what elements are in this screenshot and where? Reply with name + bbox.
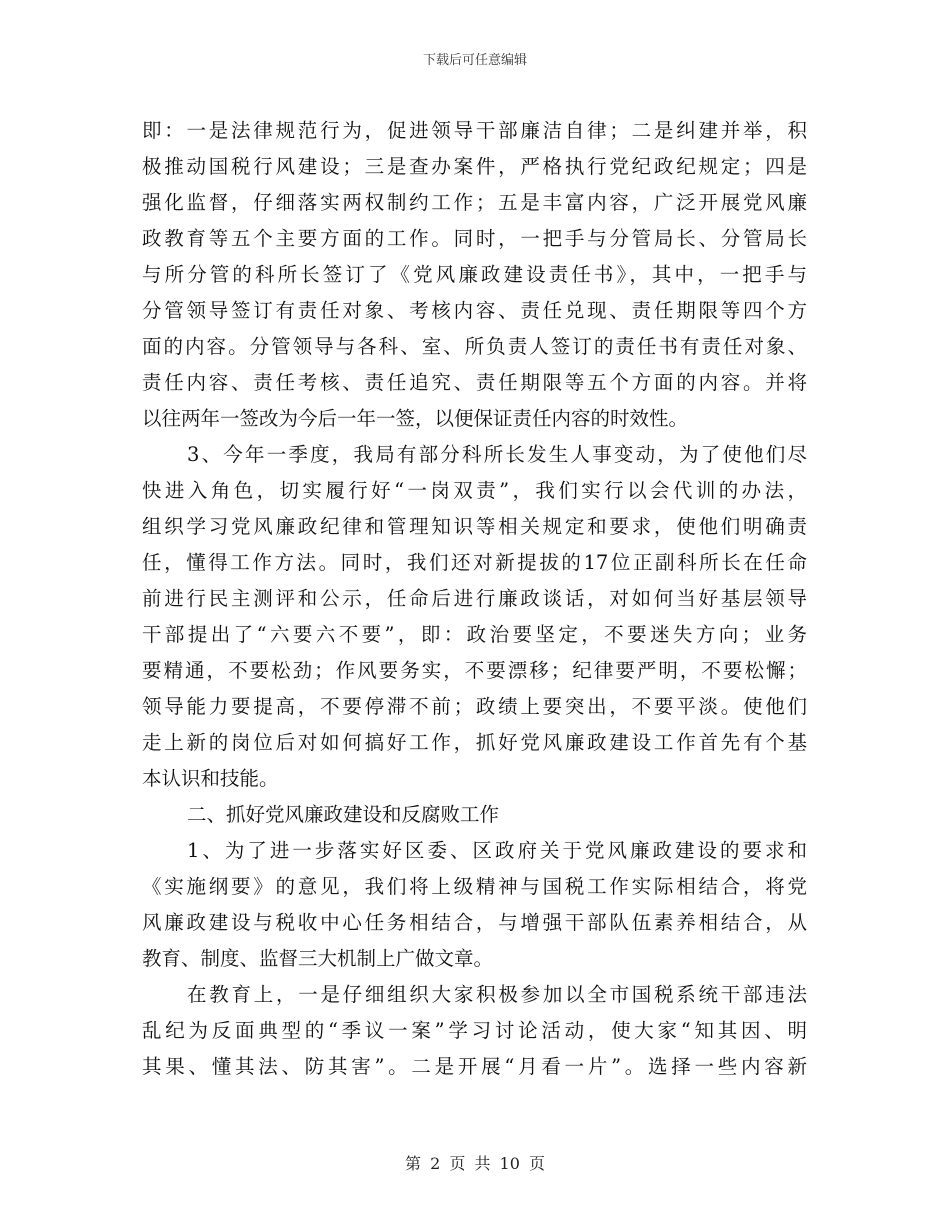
- body-line: 走上新的岗位后对如何搞好工作，抓好党风廉政建设工作首先有个基: [142, 731, 807, 754]
- body-line: 政教育等五个主要方面的工作。同时，一把手与分管局长、分管局长: [142, 227, 807, 250]
- body-line: 即：一是法律规范行为，促进领导干部廉洁自律；二是纠建并举，积: [142, 119, 807, 142]
- body-line: 分管领导签订有责任对象、考核内容、责任兑现、责任期限等四个方: [142, 299, 807, 322]
- body-line: 组织学习党风廉政纪律和管理知识等相关规定和要求，使他们明确责: [142, 515, 807, 538]
- body-line: 本认识和技能。: [142, 767, 279, 790]
- body-line: 责任内容、责任考核、责任追究、责任期限等五个方面的内容。并将: [142, 371, 807, 394]
- page-header: 下载后可任意编辑: [422, 53, 527, 68]
- body-line: 其果、懂其法、防其害”。二是开展“月看一片”。选择一些内容新: [142, 1055, 807, 1078]
- body-line: 风廉政建设与税收中心任务相结合，与增强干部队伍素养相结合，从: [142, 911, 807, 934]
- body-line: 与所分管的科所长签订了《党风廉政建设责任书》，其中，一把手与: [142, 263, 807, 286]
- body-line: 快进入角色，切实履行好“一岗双责”，我们实行以会代训的办法，: [142, 479, 807, 502]
- section-heading: 二、抓好党风廉政建设和反腐败工作: [187, 803, 500, 826]
- body-line: 乱纪为反面典型的“季议一案”学习讨论活动，使大家“知其因、明: [142, 1019, 807, 1042]
- body-line: 1、为了进一步落实好区委、区政府关于党风廉政建设的要求和: [187, 839, 807, 862]
- body-line: 干部提出了“六要六不要”，即：政治要坚定，不要迷失方向；业务: [142, 623, 807, 646]
- body-line: 要精通，不要松劲；作风要务实，不要漂移；纪律要严明，不要松懈；: [142, 659, 807, 682]
- body-line: 以往两年一签改为今后一年一签，以便保证责任内容的时效性。: [142, 407, 689, 430]
- body-line: 教育、制度、监督三大机制上广做文章。: [142, 947, 494, 970]
- body-line: 3、今年一季度，我局有部分科所长发生人事变动，为了使他们尽: [187, 443, 807, 466]
- body-line: 《实施纲要》的意见，我们将上级精神与国税工作实际相结合，将党: [142, 875, 807, 898]
- page-number-footer: 第 2 页 共 10 页: [405, 1154, 545, 1173]
- body-line: 领导能力要提高，不要停滞不前；政绩上要突出，不要平淡。使他们: [142, 695, 807, 718]
- body-line: 任，懂得工作方法。同时，我们还对新提拔的17位正副科所长在任命: [142, 551, 807, 574]
- document-body: [142, 113, 807, 1085]
- body-line: 前进行民主测评和公示，任命后进行廉政谈话，对如何当好基层领导: [142, 587, 807, 610]
- body-line: 强化监督，仔细落实两权制约工作；五是丰富内容，广泛开展党风廉: [142, 191, 807, 214]
- body-line: 在教育上，一是仔细组织大家积极参加以全市国税系统干部违法: [187, 983, 807, 1006]
- body-line: 面的内容。分管领导与各科、室、所负责人签订的责任书有责任对象、: [142, 335, 807, 358]
- body-line: 极推动国税行风建设；三是查办案件，严格执行党纪政纪规定；四是: [142, 155, 807, 178]
